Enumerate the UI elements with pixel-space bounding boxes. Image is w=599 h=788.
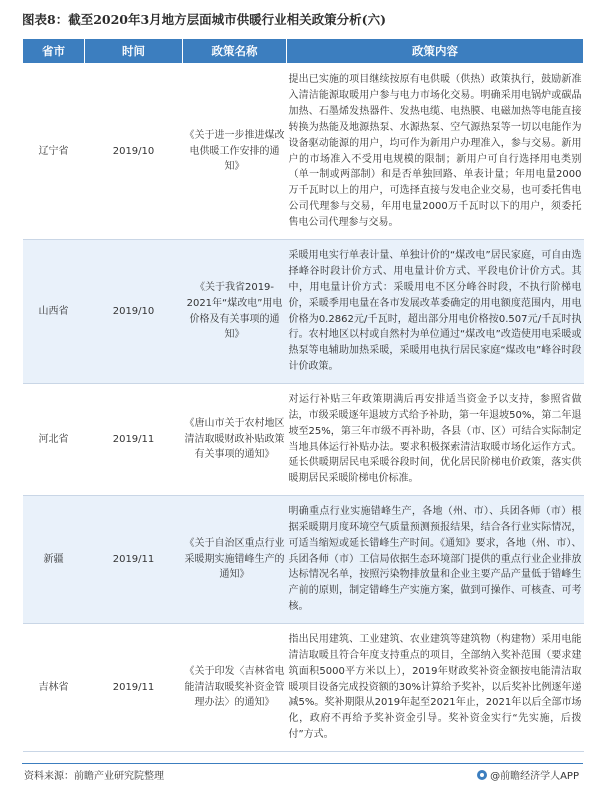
cell-time: 2019/11 [85, 384, 183, 496]
brand-credit [477, 767, 579, 782]
cell-time: 2019/10 [85, 240, 183, 384]
cell-policy-name: 《关于印发〈吉林省电能清洁取暖奖补资金管理办法〉的通知》 [183, 624, 287, 752]
cell-time: 2019/11 [85, 496, 183, 624]
policy-table [22, 38, 584, 752]
table-row [23, 496, 584, 624]
table-row [23, 240, 584, 384]
header-policy-name: 政策名称 [183, 39, 287, 64]
cell-time: 2019/11 [85, 624, 183, 752]
cell-time: 2019/10 [85, 64, 183, 240]
cell-province: 辽宁省 [23, 64, 85, 240]
cell-policy-name: 《唐山市关于农村地区清洁取暖财政补贴政策有关事项的通知》 [183, 384, 287, 496]
cell-province: 山西省 [23, 240, 85, 384]
brand-label: @前瞻经济学人APP [490, 771, 579, 782]
cell-province: 河北省 [23, 384, 85, 496]
table-row [23, 384, 584, 496]
cell-province: 新疆 [23, 496, 85, 624]
source-note: 资料来源：前瞻产业研究院整理 [24, 771, 164, 782]
table-header-row [23, 39, 584, 64]
cell-policy-name: 《关于我省2019-2021年“煤改电”用电价格及有关事项的通知》 [183, 240, 287, 384]
header-province: 省市 [23, 39, 85, 64]
header-time: 时间 [85, 39, 183, 64]
table-row [23, 64, 584, 240]
header-policy-content: 政策内容 [287, 39, 584, 64]
figure-title: 图表8：截至2020年3月地方层面城市供暖行业相关政策分析(六) [22, 12, 387, 27]
brand-logo-icon [477, 770, 487, 780]
footer [22, 763, 583, 780]
cell-policy-content: 提出已实施的项目继续按原有电供暖（供热）政策执行，鼓励新准入清洁能源取暖用户参与电力市场化交易。明确采用电锅炉或碳晶加热、石墨烯发热器件、发热电缆、电热膜、电磁加热等电能直接转换为热能及地源热泵、水源热泵、空气源热泵等一切以电能作为设备驱动能源的用户，均可作为新用户办理准入，参与交易。新用户的市场准入不受用电规模的限制；新用户可自行选择用电类别（单一制或两部制）和是否单独回路、单表计量；年用电量2000万千瓦时以上的用户，可选择直接与发电企业交易，也可委托售电公司代理参与交易，年用电量2000万千瓦时以下的用户，须委托售电公司代理参与交易。 [287, 64, 584, 240]
cell-policy-content: 指出民用建筑、工业建筑、农业建筑等建筑物（构建物）采用电能清洁取暖且符合年度支持重点的项目，全部纳入奖补范围（要求建筑面积5000平方米以上），2019年财政奖补资金额按电能清洁取暖项目设备完成投资额的30%计算给予奖补，以后奖补比例逐年递减5%。奖补期限从2019年起至2021年止，2021年以后全部市场化，政府不再给予奖补资金引导。奖补资金实行“先实施，后拨付”方式。 [287, 624, 584, 752]
cell-policy-name: 《关于进一步推进煤改电供暖工作安排的通知》 [183, 64, 287, 240]
cell-policy-name: 《关于自治区重点行业采暖期实施错峰生产的通知》 [183, 496, 287, 624]
cell-policy-content: 对运行补贴三年政策期满后再安排适当资金予以支持，参照省做法，市级采暖逐年退坡方式给予补助，第一年退坡50%，第二年退坡至25%，第三年市级不再补助，各县（市、区）可结合实际制定当地具体运行补贴办法。要求积极探索清洁取暖市场化运作方式。延长供暖期居民电采暖谷段时间，优化居民阶梯电价政策，落实供暖期居民采暖阶梯电价标准。 [287, 384, 584, 496]
cell-province: 吉林省 [23, 624, 85, 752]
cell-policy-content: 采暖用电实行单表计量、单独计价的“煤改电”居民家庭，可自由选择峰谷时段计价方式、用电量计价方式、平段电价计价方式。其中，用电量计价方式：采暖用电不区分峰谷时段，不执行阶梯电价，采暖季用电量在各市发展改革委确定的用电额度范围内，用电价格为0.2862元/千瓦时，超出部分用电价格按0.507元/千瓦时执行。农村地区以村或自然村为单位通过“煤改电”改造使用电采暖或热泵等电辅助加热采暖，采暖用电执行居民家庭“煤改电”峰谷时段计价政策。 [287, 240, 584, 384]
table-row [23, 624, 584, 752]
cell-policy-content: 明确重点行业实施错峰生产，各地（州、市）、兵团各师（市）根据采暖期月度环境空气质量预测预报结果，结合各行业实际情况，可适当缩短或延长错峰生产时间。《通知》要求，各地（州、市）、兵团各师（市）工信局依据生态环境部门提供的重点行业企业排放达标情况名单，按照污染物排放量和企业主要产品产量低于错峰生产前的原则，制定错峰生产实施方案，做到可操作、可核查、可考核。 [287, 496, 584, 624]
